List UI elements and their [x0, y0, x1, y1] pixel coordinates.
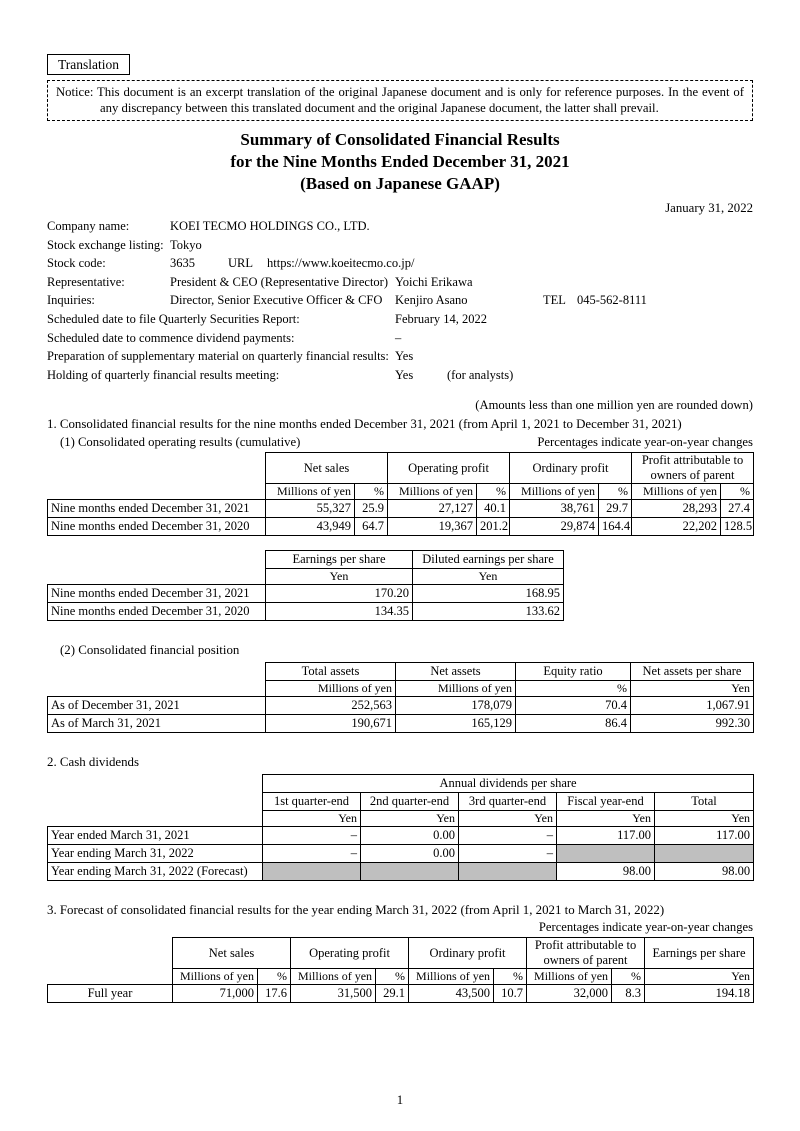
unit-cell: % [355, 484, 388, 500]
unit-cell: Millions of yen [527, 969, 612, 985]
table-row [48, 585, 564, 603]
column-header-ordinary-profit: Ordinary profit [409, 938, 527, 969]
blank-corner-cell [48, 453, 266, 500]
tel-number: 045-562-8111 [577, 293, 647, 308]
table-row [48, 985, 754, 1003]
column-header-diluted-eps: Diluted earnings per share [413, 551, 564, 569]
supplementary-label: Preparation of supplementary material on quarterly financial results: [47, 349, 389, 364]
filing-date-value: February 14, 2022 [395, 311, 487, 326]
value-cell: – [459, 845, 557, 863]
dividend-date-label: Scheduled date to commence dividend payments: [47, 330, 295, 345]
value-cell: 27,127 [388, 500, 477, 518]
value-cell: – [263, 845, 361, 863]
column-header-operating-profit: Operating profit [291, 938, 409, 969]
unit-cell: Yen [266, 569, 413, 585]
value-cell: 10.7 [494, 985, 527, 1003]
column-header-profit-attributable: Profit attributable to owners of parent [527, 938, 645, 969]
group-header-annual-dividends: Annual dividends per share [263, 775, 754, 793]
company-name-row [47, 219, 753, 238]
meeting-label: Holding of quarterly financial results meeting: [47, 367, 280, 382]
inquiries-row [47, 293, 753, 312]
title-line-3: (Based on Japanese GAAP) [300, 174, 500, 193]
section1-heading: 1. Consolidated financial results for the nine months ended December 31, 2021 (from April 1, 2021 to December 31, 2021) [47, 417, 682, 432]
blank-corner-cell [48, 663, 266, 697]
shaded-cell [361, 863, 459, 881]
inquiries-name: Kenjiro Asano [395, 293, 468, 308]
forecast-yoy-note: Percentages indicate year-on-year changes [538, 920, 753, 935]
translation-label: Translation [58, 57, 120, 72]
table-row [48, 845, 754, 863]
column-header-eps: Earnings per share [266, 551, 413, 569]
column-header-net-assets: Net assets [396, 663, 516, 681]
value-cell: 201.2 [477, 518, 510, 536]
unit-cell: Millions of yen [173, 969, 258, 985]
value-cell: 86.4 [516, 715, 631, 733]
value-cell: 29,874 [510, 518, 599, 536]
row-label: Nine months ended December 31, 2020 [48, 603, 266, 621]
column-header-equity-ratio: Equity ratio [516, 663, 631, 681]
value-cell: 98.00 [557, 863, 655, 881]
financial-position-table [47, 662, 754, 733]
yoy-note: Percentages indicate year-on-year changes [537, 435, 753, 450]
forecast-table [47, 937, 754, 1003]
unit-cell: Millions of yen [409, 969, 494, 985]
blank-corner-cell [48, 775, 263, 827]
value-cell: 98.00 [655, 863, 754, 881]
operating-results-table [47, 452, 754, 536]
unit-cell: Millions of yen [388, 484, 477, 500]
page-number: 1 [396, 1093, 404, 1107]
supplementary-row [47, 349, 753, 368]
unit-cell: % [516, 681, 631, 697]
unit-cell: Yen [631, 681, 754, 697]
column-header-ordinary-profit: Ordinary profit [510, 453, 632, 484]
representative-name: Yoichi Erikawa [395, 274, 473, 289]
company-name-label: Company name: [47, 219, 130, 233]
value-cell: 38,761 [510, 500, 599, 518]
row-label: Year ended March 31, 2021 [48, 827, 263, 845]
operating-results-subrow [47, 435, 753, 450]
unit-cell: Millions of yen [510, 484, 599, 500]
column-header-q1-end: 1st quarter-end [263, 793, 361, 811]
value-cell: 32,000 [527, 985, 612, 1003]
value-cell: 117.00 [655, 827, 754, 845]
row-label: As of March 31, 2021 [48, 715, 266, 733]
table-header-row [48, 453, 754, 484]
document-title [47, 129, 753, 195]
listing-row [47, 238, 753, 257]
unit-cell: Yen [645, 969, 754, 985]
value-cell: 71,000 [173, 985, 258, 1003]
dividend-date-row [47, 331, 753, 350]
unit-cell: Millions of yen [632, 484, 721, 500]
column-header-net-sales: Net sales [266, 453, 388, 484]
value-cell: – [263, 827, 361, 845]
unit-cell: % [494, 969, 527, 985]
dividends-table [47, 774, 754, 881]
unit-cell: % [612, 969, 645, 985]
value-cell: 40.1 [477, 500, 510, 518]
shaded-cell [655, 845, 754, 863]
unit-cell: Yen [557, 811, 655, 827]
title-line-2: for the Nine Months Ended December 31, 2021 [230, 152, 570, 171]
inquiries-title: Director, Senior Executive Officer & CFO [170, 293, 383, 308]
value-cell: 170.20 [266, 585, 413, 603]
value-cell: 165,129 [396, 715, 516, 733]
unit-cell: % [721, 484, 754, 500]
column-header-total-assets: Total assets [266, 663, 396, 681]
shaded-cell [263, 863, 361, 881]
earnings-per-share-table [47, 550, 564, 621]
value-cell: 0.00 [361, 827, 459, 845]
stock-code-value: 3635 [170, 256, 195, 271]
rounding-note: (Amounts less than one million yen are rounded down) [475, 398, 753, 413]
unit-cell: Yen [263, 811, 361, 827]
title-line-1: Summary of Consolidated Financial Results [240, 130, 560, 149]
column-header-eps: Earnings per share [645, 938, 754, 969]
value-cell: 134.35 [266, 603, 413, 621]
shaded-cell [557, 845, 655, 863]
value-cell: 178,079 [396, 697, 516, 715]
row-label: Year ending March 31, 2022 (Forecast) [48, 863, 263, 881]
value-cell: 190,671 [266, 715, 396, 733]
operating-results-subheading: (1) Consolidated operating results (cumulative) [60, 435, 301, 450]
notice-text: Notice: This document is an excerpt translation of the original Japanese document and is only for reference purposes. In the event of any discrepancy between this translated document and the original Japanese document, the latter shall prevail. [56, 85, 744, 115]
unit-cell: Yen [459, 811, 557, 827]
value-cell: 29.1 [376, 985, 409, 1003]
value-cell: 8.3 [612, 985, 645, 1003]
notice-box [47, 80, 753, 121]
row-label: Nine months ended December 31, 2021 [48, 585, 266, 603]
value-cell: 19,367 [388, 518, 477, 536]
table-row [48, 603, 564, 621]
unit-cell: % [258, 969, 291, 985]
value-cell: 70.4 [516, 697, 631, 715]
representative-row [47, 275, 753, 294]
table-row [48, 500, 754, 518]
unit-cell: % [376, 969, 409, 985]
shaded-cell [459, 863, 557, 881]
value-cell: 55,327 [266, 500, 355, 518]
value-cell: 194.18 [645, 985, 754, 1003]
value-cell: 117.00 [557, 827, 655, 845]
unit-cell: % [599, 484, 632, 500]
filing-date-row [47, 312, 753, 331]
financial-position-subheading: (2) Consolidated financial position [60, 643, 240, 658]
meeting-note: (for analysts) [447, 367, 514, 382]
table-row [48, 863, 754, 881]
value-cell: 128.5 [721, 518, 754, 536]
url-label: URL [228, 256, 253, 271]
company-name-value: KOEI TECMO HOLDINGS CO., LTD. [170, 219, 370, 233]
translation-label-box [47, 54, 130, 75]
unit-cell: Yen [361, 811, 459, 827]
column-header-net-sales: Net sales [173, 938, 291, 969]
blank-corner-cell [48, 938, 173, 985]
tel-label: TEL [543, 293, 566, 308]
column-header-q3-end: 3rd quarter-end [459, 793, 557, 811]
value-cell: 43,949 [266, 518, 355, 536]
unit-cell: Millions of yen [266, 484, 355, 500]
inquiries-label: Inquiries: [47, 293, 95, 308]
table-header-row [48, 663, 754, 681]
stock-code-row [47, 256, 753, 275]
unit-cell: Millions of yen [291, 969, 376, 985]
row-label: As of December 31, 2021 [48, 697, 266, 715]
value-cell: 64.7 [355, 518, 388, 536]
dividend-date-value: – [395, 330, 402, 345]
row-label: Full year [48, 985, 173, 1003]
value-cell: 29.7 [599, 500, 632, 518]
report-date: January 31, 2022 [665, 201, 753, 215]
unit-cell: Yen [655, 811, 754, 827]
listing-label: Stock exchange listing: [47, 237, 164, 252]
stock-code-label: Stock code: [47, 256, 106, 271]
column-header-profit-attributable: Profit attributable to owners of parent [632, 453, 754, 484]
value-cell: – [459, 827, 557, 845]
blank-corner-cell [48, 551, 266, 585]
table-row [48, 697, 754, 715]
company-info [47, 219, 753, 386]
value-cell: 27.4 [721, 500, 754, 518]
value-cell: 1,067.91 [631, 697, 754, 715]
listing-value: Tokyo [170, 237, 202, 252]
table-header-row [48, 551, 564, 569]
table-row [48, 518, 754, 536]
representative-title: President & CEO (Representative Director) [170, 274, 388, 289]
unit-cell: Millions of yen [396, 681, 516, 697]
value-cell: 17.6 [258, 985, 291, 1003]
column-header-fiscal-year-end: Fiscal year-end [557, 793, 655, 811]
row-label: Nine months ended December 31, 2020 [48, 518, 266, 536]
table-row [48, 715, 754, 733]
value-cell: 31,500 [291, 985, 376, 1003]
row-label: Nine months ended December 31, 2021 [48, 500, 266, 518]
value-cell: 992.30 [631, 715, 754, 733]
url-value: https://www.koeitecmo.co.jp/ [267, 256, 415, 271]
forecast-heading: 3. Forecast of consolidated financial results for the year ending March 31, 2022 (from April 1, 2021 to March 31, 2022) [47, 903, 665, 918]
meeting-row [47, 368, 753, 387]
value-cell: 164.4 [599, 518, 632, 536]
column-header-net-assets-per-share: Net assets per share [631, 663, 754, 681]
value-cell: 28,293 [632, 500, 721, 518]
column-header-operating-profit: Operating profit [388, 453, 510, 484]
row-label: Year ending March 31, 2022 [48, 845, 263, 863]
value-cell: 133.62 [413, 603, 564, 621]
table-header-row [48, 775, 754, 793]
column-header-q2-end: 2nd quarter-end [361, 793, 459, 811]
meeting-value: Yes [395, 367, 414, 382]
unit-cell: Yen [413, 569, 564, 585]
unit-cell: % [477, 484, 510, 500]
value-cell: 22,202 [632, 518, 721, 536]
value-cell: 43,500 [409, 985, 494, 1003]
table-header-row [48, 938, 754, 969]
table-row [48, 827, 754, 845]
cash-dividends-heading: 2. Cash dividends [47, 755, 140, 770]
supplementary-value: Yes [395, 349, 414, 364]
column-header-total: Total [655, 793, 754, 811]
representative-label: Representative: [47, 274, 125, 289]
value-cell: 25.9 [355, 500, 388, 518]
unit-cell: Millions of yen [266, 681, 396, 697]
filing-date-label: Scheduled date to file Quarterly Securities Report: [47, 311, 300, 326]
value-cell: 252,563 [266, 697, 396, 715]
value-cell: 0.00 [361, 845, 459, 863]
value-cell: 168.95 [413, 585, 564, 603]
